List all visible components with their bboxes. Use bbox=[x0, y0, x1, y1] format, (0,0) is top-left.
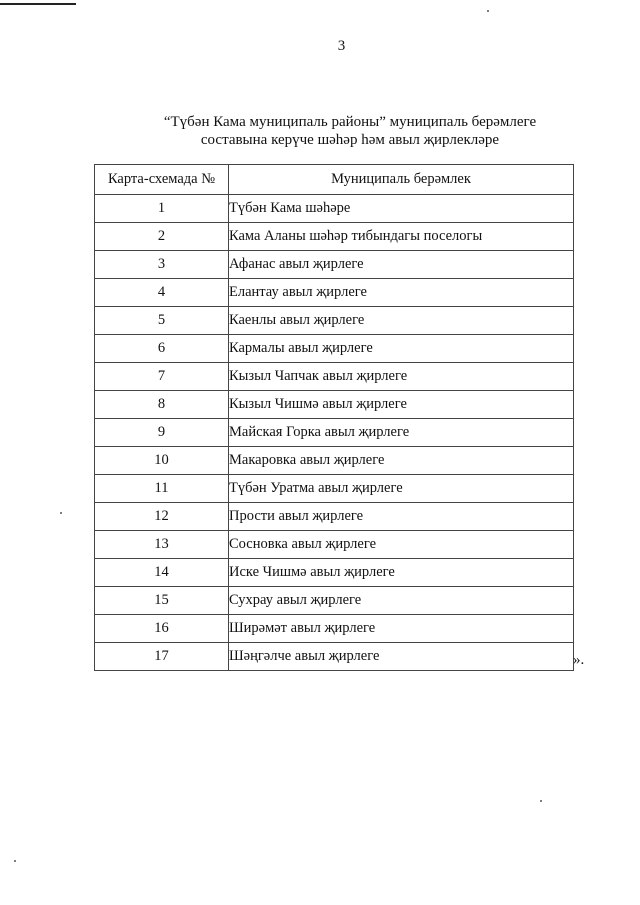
title-line-2: составына керүче шәһәр һәм авыл җирлекләре bbox=[200, 132, 500, 148]
row-number: 7 bbox=[95, 363, 229, 391]
row-number: 14 bbox=[95, 559, 229, 587]
row-number: 11 bbox=[95, 475, 229, 503]
table-row bbox=[95, 587, 574, 615]
municipality-name: Елантау авыл җирлеге bbox=[229, 279, 574, 307]
scan-speck bbox=[60, 512, 62, 514]
table-row bbox=[95, 391, 574, 419]
table-row bbox=[95, 279, 574, 307]
document-title bbox=[150, 113, 550, 149]
row-number: 2 bbox=[95, 223, 229, 251]
municipality-name: Ширәмәт авыл җирлеге bbox=[229, 615, 574, 643]
page-number: 3 bbox=[337, 38, 346, 54]
table-header-row bbox=[95, 165, 574, 195]
header-map-number: Карта-схемада № bbox=[95, 165, 229, 195]
header-municipality: Муниципаль берәмлек bbox=[229, 165, 574, 195]
municipality-name: Иске Чишмә авыл җирлеге bbox=[229, 559, 574, 587]
municipality-name: Каенлы авыл җирлеге bbox=[229, 307, 574, 335]
municipality-name: Сухрау авыл җирлеге bbox=[229, 587, 574, 615]
row-number: 9 bbox=[95, 419, 229, 447]
row-number: 12 bbox=[95, 503, 229, 531]
municipality-name: Кама Аланы шәһәр тибындагы поселогы bbox=[229, 223, 574, 251]
municipality-name: Сосновка авыл җирлеге bbox=[229, 531, 574, 559]
scan-edge-line bbox=[0, 3, 76, 5]
table-row bbox=[95, 475, 574, 503]
table-row bbox=[95, 643, 574, 671]
municipality-name: Прости авыл җирлеге bbox=[229, 503, 574, 531]
table-row bbox=[95, 335, 574, 363]
municipality-name: Кызыл Чапчак авыл җирлеге bbox=[229, 363, 574, 391]
municipality-name: Майская Горка авыл җирлеге bbox=[229, 419, 574, 447]
table-row bbox=[95, 531, 574, 559]
title-line-1: “Түбән Кама муниципаль районы” муниципаль берәмлеге bbox=[163, 114, 537, 130]
row-number: 8 bbox=[95, 391, 229, 419]
row-number: 16 bbox=[95, 615, 229, 643]
municipality-name: Кызыл Чишмә авыл җирлеге bbox=[229, 391, 574, 419]
municipality-name: Түбән Кама шәһәре bbox=[229, 195, 574, 223]
table-row bbox=[95, 251, 574, 279]
table-row bbox=[95, 195, 574, 223]
row-number: 1 bbox=[95, 195, 229, 223]
municipality-name: Түбән Уратма авыл җирлеге bbox=[229, 475, 574, 503]
table-row bbox=[95, 447, 574, 475]
scan-speck bbox=[14, 860, 16, 862]
row-number: 4 bbox=[95, 279, 229, 307]
table-row bbox=[95, 419, 574, 447]
table-row bbox=[95, 363, 574, 391]
table-row bbox=[95, 615, 574, 643]
row-number: 5 bbox=[95, 307, 229, 335]
scan-speck bbox=[487, 10, 489, 12]
row-number: 6 bbox=[95, 335, 229, 363]
municipality-table bbox=[94, 164, 574, 671]
table-row bbox=[95, 503, 574, 531]
row-number: 3 bbox=[95, 251, 229, 279]
table-row bbox=[95, 223, 574, 251]
row-number: 15 bbox=[95, 587, 229, 615]
municipality-name: Шәңгәлче авыл җирлеге bbox=[229, 643, 574, 671]
row-number: 17 bbox=[95, 643, 229, 671]
row-number: 13 bbox=[95, 531, 229, 559]
municipality-name: Кармалы авыл җирлеге bbox=[229, 335, 574, 363]
municipality-name: Афанас авыл җирлеге bbox=[229, 251, 574, 279]
row-number: 10 bbox=[95, 447, 229, 475]
closing-quote: ». bbox=[573, 652, 585, 668]
table-row bbox=[95, 307, 574, 335]
municipality-name: Макаровка авыл җирлеге bbox=[229, 447, 574, 475]
table-row bbox=[95, 559, 574, 587]
scan-speck bbox=[540, 800, 542, 802]
